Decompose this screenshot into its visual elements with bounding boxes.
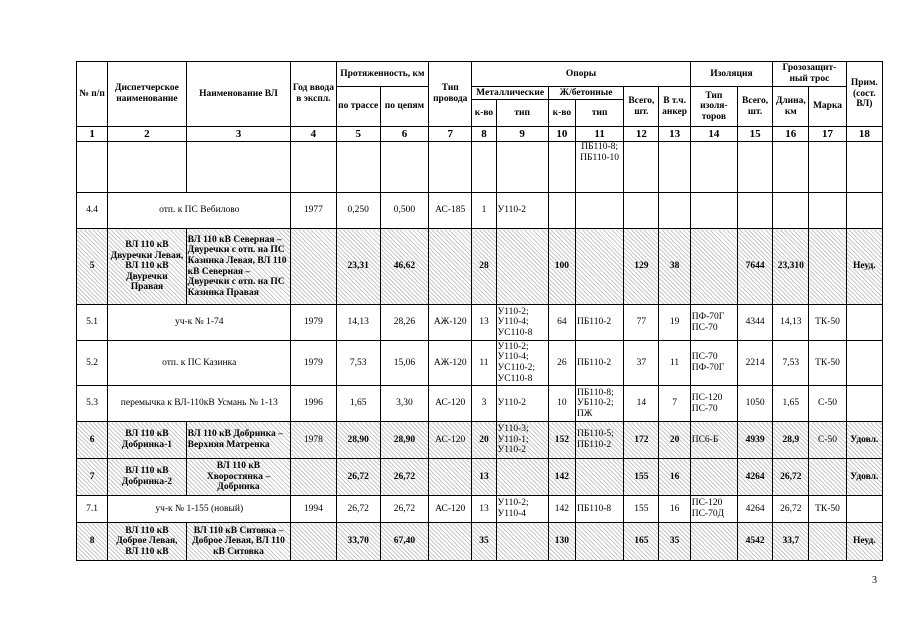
metal-type: У110-2; У110-4; УС110-8 [496,305,548,341]
total-supports: 155 [624,496,659,523]
power-lines-table [76,61,883,561]
header-insulator-total: Всего, шт. [737,87,772,127]
anchor: 19 [659,305,690,341]
col-num: 6 [380,127,428,142]
header-wire-type: Тип провода [429,62,472,127]
length-circuits: 46,62 [380,229,428,305]
header-by-route: по трассе [336,87,380,127]
col-num: 5 [336,127,380,142]
total-supports: 129 [624,229,659,305]
concrete-type: ПБ110-5; ПБ110-2 [575,422,623,459]
insulator-total: 2214 [737,341,772,386]
table-row [77,422,883,459]
header-anchor: В т.ч. анкер [659,87,690,127]
wire-mark: ТК-50 [809,305,846,341]
header-dispatch-name: Диспетчерское наименование [108,62,186,127]
concrete-count [548,193,575,229]
insulator-type: ПФ-70Г ПС-70 [690,305,737,341]
col-num: 10 [548,127,575,142]
insulator-total: 4939 [737,422,772,459]
year [291,523,336,561]
concrete-count: 64 [548,305,575,341]
column-numbers-row [77,127,883,142]
wire-type: АС-120 [429,422,472,459]
table-row [77,305,883,341]
row-number: 5 [77,229,108,305]
col-num: 7 [429,127,472,142]
total-supports: 165 [624,523,659,561]
year [291,459,336,496]
page-number: 3 [872,575,877,586]
row-number: 7.1 [77,496,108,523]
header-concrete-count: к-во [548,100,575,127]
dispatch-name: ВЛ 110 кВ Добринка-2 [108,459,186,496]
table-row [77,496,883,523]
year: 1996 [291,386,336,422]
anchor: 16 [659,459,690,496]
year: 1994 [291,496,336,523]
metal-count: 1 [472,193,496,229]
note [846,386,882,422]
wire-length: 14,13 [773,305,809,341]
wire-length [773,193,809,229]
metal-type: У110-3; У110-1; У110-2 [496,422,548,459]
table-row [77,341,883,386]
header-length: Протяженность, км [336,62,429,87]
insulator-type: ПС6-Б [690,422,737,459]
header-metal-count: к-во [472,100,496,127]
note: Неуд. [846,229,882,305]
col-num: 1 [77,127,108,142]
row-number: 6 [77,422,108,459]
metal-count: 3 [472,386,496,422]
note: Удовл. [846,422,882,459]
row-number: 5.2 [77,341,108,386]
table-row [77,193,883,229]
concrete-type: ПБ110-2 [575,341,623,386]
concrete-type [575,193,623,229]
anchor: 11 [659,341,690,386]
wire-type [429,229,472,305]
section-name: отп. к ПС Вебилово [108,193,291,229]
header-line-name: Наименование ВЛ [186,62,291,127]
anchor [659,193,690,229]
dispatch-name: ВЛ 110 кВ Доброе Левая, ВЛ 110 кВ [108,523,186,561]
length-route: 7,53 [336,341,380,386]
section-name: уч-к № 1-155 (новый) [108,496,291,523]
wire-length: 1,65 [773,386,809,422]
wire-length: 23,310 [773,229,809,305]
wire-mark [809,523,846,561]
wire-mark [809,229,846,305]
note: Неуд. [846,523,882,561]
insulator-type: ПС-120 ПС-70Д [690,496,737,523]
header-note: Прим. (сост. ВЛ) [846,62,882,127]
metal-count: 28 [472,229,496,305]
wire-type: АЖ-120 [429,341,472,386]
note: Удовл. [846,459,882,496]
line-name: ВЛ 110 кВ Северная – Двуречки с отп. на ПС Казинка Левая, ВЛ 110 кВ Северная – Двуречки с отп. на ПС Казинка Правая [186,229,291,305]
total-supports [624,193,659,229]
length-circuits: 15,06 [380,341,428,386]
row-number: 5.3 [77,386,108,422]
length-route: 28,90 [336,422,380,459]
wire-length: 7,53 [773,341,809,386]
length-route: 23,31 [336,229,380,305]
anchor: 20 [659,422,690,459]
year [291,229,336,305]
wire-length: 26,72 [773,459,809,496]
metal-count: 35 [472,523,496,561]
wire-mark: ТК-50 [809,496,846,523]
wire-mark: С-50 [809,386,846,422]
wire-length: 33,7 [773,523,809,561]
total-supports: 37 [624,341,659,386]
length-route: 1,65 [336,386,380,422]
metal-count: 20 [472,422,496,459]
section-name: отп. к ПС Казинка [108,341,291,386]
header-total-supports: Всего, шт. [624,87,659,127]
table-row [77,386,883,422]
col-num: 3 [186,127,291,142]
metal-count: 13 [472,496,496,523]
wire-mark: С-50 [809,422,846,459]
total-supports: 14 [624,386,659,422]
year: 1977 [291,193,336,229]
length-route: 0,250 [336,193,380,229]
table-row [77,523,883,561]
header-year: Год ввода в экспл. [291,62,336,127]
total-supports: 77 [624,305,659,341]
concrete-type [575,229,623,305]
concrete-count: 10 [548,386,575,422]
line-name: ВЛ 110 кВ Хворостянка – Добринка [186,459,291,496]
col-num: 4 [291,127,336,142]
header-wire-length: Длина, км [773,87,809,127]
length-circuits: 67,40 [380,523,428,561]
header-insulation: Изоляция [690,62,772,87]
insulator-total: 7644 [737,229,772,305]
year: 1979 [291,341,336,386]
header-number: № п/п [77,62,108,127]
length-circuits: 26,72 [380,496,428,523]
length-route: 26,72 [336,496,380,523]
insulator-total: 4264 [737,459,772,496]
note [846,496,882,523]
insulator-total: 4264 [737,496,772,523]
length-circuits: 0,500 [380,193,428,229]
metal-type: У110-2; У110-4; УС110-2; УС110-8 [496,341,548,386]
insulator-type: ПС-70 ПФ-70Г [690,341,737,386]
note [846,193,882,229]
table-row [77,142,883,193]
metal-type [496,523,548,561]
wire-length: 28,9 [773,422,809,459]
insulator-type [690,193,737,229]
metal-type: У110-2 [496,193,548,229]
wire-type: АЖ-120 [429,305,472,341]
row-number: 7 [77,459,108,496]
header-metal-type: тип [496,100,548,127]
insulator-total: 1050 [737,386,772,422]
table-row [77,229,883,305]
insulator-type [690,459,737,496]
col-num: 13 [659,127,690,142]
row-number: 8 [77,523,108,561]
header-by-circuits: по цепям [380,87,428,127]
col-num: 9 [496,127,548,142]
anchor: 35 [659,523,690,561]
row-number: 5.1 [77,305,108,341]
metal-type [496,229,548,305]
section-name: перемычка к ВЛ-110кВ Усмань № 1-13 [108,386,291,422]
concrete-type [575,459,623,496]
anchor: 16 [659,496,690,523]
length-circuits: 28,26 [380,305,428,341]
insulator-type [690,229,737,305]
header-concrete: Ж/бетонные [548,87,623,100]
concrete-count: 130 [548,523,575,561]
concrete-type: ПБ110-8 [575,496,623,523]
header-concrete-type: тип [575,100,623,127]
anchor: 7 [659,386,690,422]
col-num: 17 [809,127,846,142]
metal-type: У110-2 [496,386,548,422]
length-circuits: 28,90 [380,422,428,459]
insulator-type [690,523,737,561]
wire-type [429,523,472,561]
col-num: 12 [624,127,659,142]
length-route: 26,72 [336,459,380,496]
insulator-total: 4542 [737,523,772,561]
header-wire-mark: Марка [809,87,846,127]
metal-count: 13 [472,459,496,496]
concrete-count: 26 [548,341,575,386]
note [846,341,882,386]
line-name: ВЛ 110 кВ Ситовка – Доброе Левая, ВЛ 110 кВ Ситовка [186,523,291,561]
col-num: 8 [472,127,496,142]
anchor: 38 [659,229,690,305]
concrete-type: ПБ110-2 [575,305,623,341]
year: 1979 [291,305,336,341]
metal-type [496,459,548,496]
length-circuits: 26,72 [380,459,428,496]
metal-count: 11 [472,341,496,386]
col-num: 11 [575,127,623,142]
concrete-count: 100 [548,229,575,305]
wire-type: АС-120 [429,386,472,422]
table-row [77,459,883,496]
wire-type: АС-120 [429,496,472,523]
length-route: 14,13 [336,305,380,341]
header-metal: Металлические [472,87,548,100]
concrete-count: 142 [548,496,575,523]
header-ground-wire: Грозозащит-ный трос [773,62,846,87]
total-supports: 155 [624,459,659,496]
concrete-count: 142 [548,459,575,496]
col-num: 16 [773,127,809,142]
total-supports: 172 [624,422,659,459]
col-num: 14 [690,127,737,142]
concrete-type [575,523,623,561]
wire-length: 26,72 [773,496,809,523]
line-name: ВЛ 110 кВ Добринка – Верхняя Матренка [186,422,291,459]
wire-mark [809,459,846,496]
header-supports: Опоры [472,62,690,87]
wire-type [429,459,472,496]
concrete-type: ПБ110-8; УБ110-2; ПЖ [575,386,623,422]
year: 1978 [291,422,336,459]
col-num: 15 [737,127,772,142]
metal-type: У110-2; У110-4 [496,496,548,523]
insulator-total: 4344 [737,305,772,341]
wire-mark [809,193,846,229]
length-route: 33,70 [336,523,380,561]
concrete-count: 152 [548,422,575,459]
note [846,305,882,341]
dispatch-name: ВЛ 110 кВ Двуречки Левая, ВЛ 110 кВ Двуречки Правая [108,229,186,305]
insulator-type: ПС-120 ПС-70 [690,386,737,422]
wire-mark: ТК-50 [809,341,846,386]
section-name: уч-к № 1-74 [108,305,291,341]
metal-count: 13 [472,305,496,341]
concrete-type: ПБ110-8; ПБ110-10 [575,142,623,193]
length-circuits: 3,30 [380,386,428,422]
insulator-total [737,193,772,229]
row-number: 4.4 [77,193,108,229]
col-num: 2 [108,127,186,142]
dispatch-name: ВЛ 110 кВ Добринка-1 [108,422,186,459]
col-num: 18 [846,127,882,142]
wire-type: АС-185 [429,193,472,229]
header-insulator-type: Тип изоля-торов [690,87,737,127]
